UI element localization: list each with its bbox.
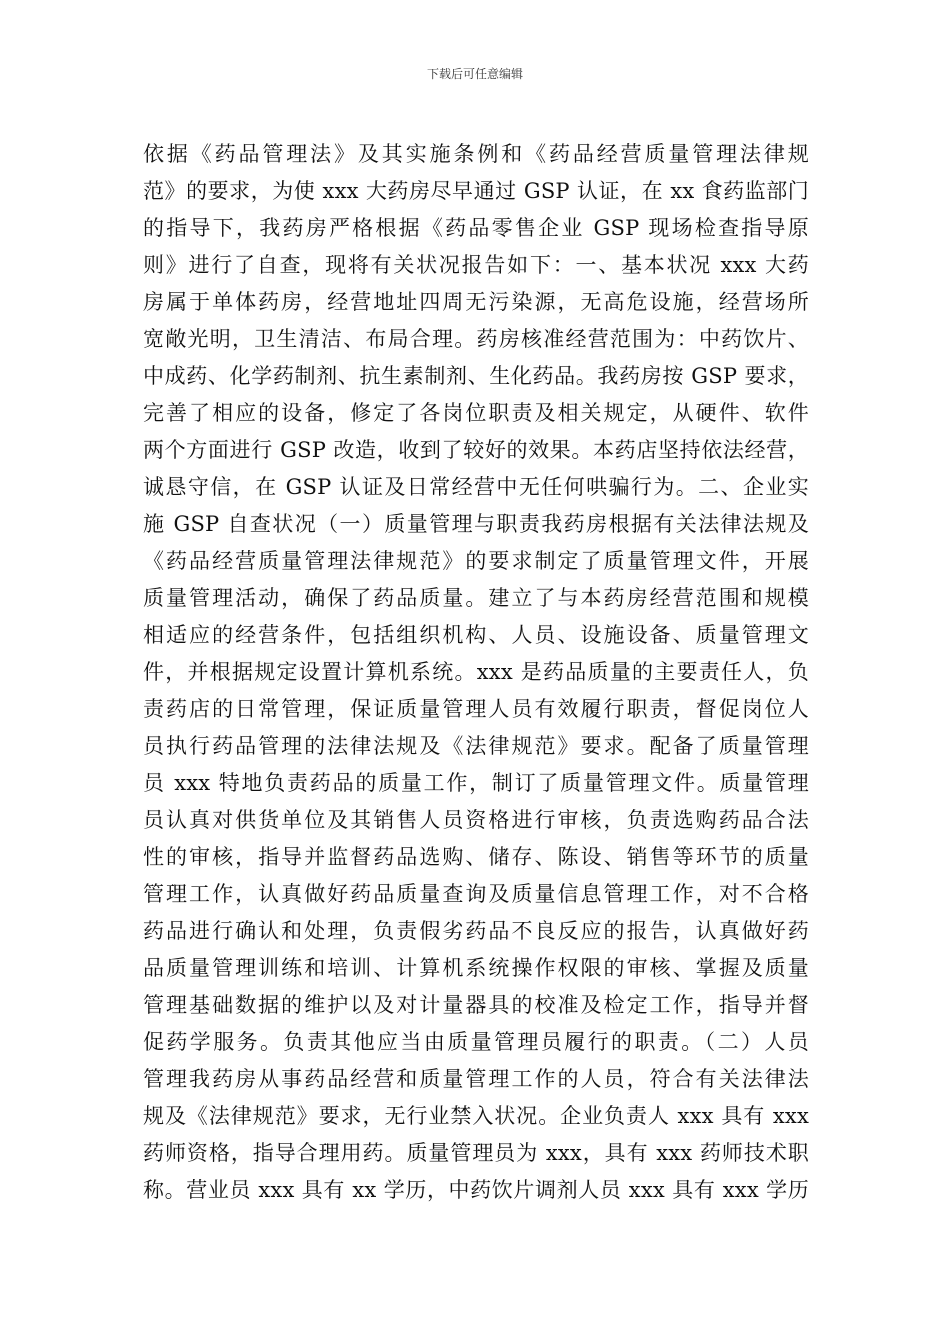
text-line: 件，并根据规定设置计算机系统。xxx 是药品质量的主要责任人，负 [143,660,809,684]
text-line: 《药品经营质量管理法律规范》的要求制定了质量管理文件，开展 [143,549,809,573]
text-line: 管理我药房从事药品经营和质量管理工作的人员，符合有关法律法 [143,1067,809,1091]
body-text [143,136,809,1209]
text-line: 房属于单体药房，经营地址四周无污染源，无高危设施，经营场所 [143,290,809,314]
text-line: 规及《法律规范》要求，无行业禁入状况。企业负责人 xxx 具有 xxx [143,1104,809,1128]
text-line: 两个方面进行 GSP 改造，收到了较好的效果。本药店坚持依法经营， [143,438,809,462]
text-line: 则》进行了自查，现将有关状况报告如下：一、基本状况 xxx 大药 [143,253,809,277]
text-line: 性的审核，指导并监督药品选购、储存、陈设、销售等环节的质量 [143,845,809,869]
text-line: 药师资格，指导合理用药。质量管理员为 xxx，具有 xxx 药师技术职 [143,1141,809,1165]
text-line: 相适应的经营条件，包括组织机构、人员、设施设备、质量管理文 [143,623,809,647]
text-line: 完善了相应的设备，修定了各岗位职责及相关规定，从硬件、软件 [143,401,809,425]
text-line: 施 GSP 自查状况（一）质量管理与职责我药房根据有关法律法规及 [143,512,809,536]
text-line: 员执行药品管理的法律法规及《法律规范》要求。配备了质量管理 [143,734,809,758]
text-line: 责药店的日常管理，保证质量管理人员有效履行职责，督促岗位人 [143,697,809,721]
header-note: 下载后可任意编辑 [426,67,523,81]
text-line: 依据《药品管理法》及其实施条例和《药品经营质量管理法律规 [143,142,809,166]
text-line: 员认真对供货单位及其销售人员资格进行审核，负责选购药品合法 [143,808,809,832]
text-line: 宽敞光明，卫生清洁、布局合理。药房核准经营范围为：中药饮片、 [143,327,809,351]
text-line: 药品进行确认和处理，负责假劣药品不良反应的报告，认真做好药 [143,919,809,943]
text-line: 管理工作，认真做好药品质量查询及质量信息管理工作，对不合格 [143,882,809,906]
text-line: 的指导下，我药房严格根据《药品零售企业 GSP 现场检查指导原 [143,216,809,240]
text-line: 促药学服务。负责其他应当由质量管理员履行的职责。（二）人员 [143,1030,809,1054]
text-line: 称。营业员 xxx 具有 xx 学历，中药饮片调剂人员 xxx 具有 xxx 学历 [143,1178,809,1202]
text-line: 范》的要求，为使 xxx 大药房尽早通过 GSP 认证，在 xx 食药监部门 [143,179,809,203]
text-line: 中成药、化学药制剂、抗生素制剂、生化药品。我药房按 GSP 要求， [143,364,809,388]
text-line: 品质量管理训练和培训、计算机系统操作权限的审核、掌握及质量 [143,956,809,980]
text-line: 管理基础数据的维护以及对计量器具的校准及检定工作，指导并督 [143,993,809,1017]
text-line: 员 xxx 特地负责药品的质量工作，制订了质量管理文件。质量管理 [143,771,809,795]
text-line: 质量管理活动，确保了药品质量。建立了与本药房经营范围和规模 [143,586,809,610]
text-line: 诚恳守信，在 GSP 认证及日常经营中无任何哄骗行为。二、企业实 [143,475,809,499]
